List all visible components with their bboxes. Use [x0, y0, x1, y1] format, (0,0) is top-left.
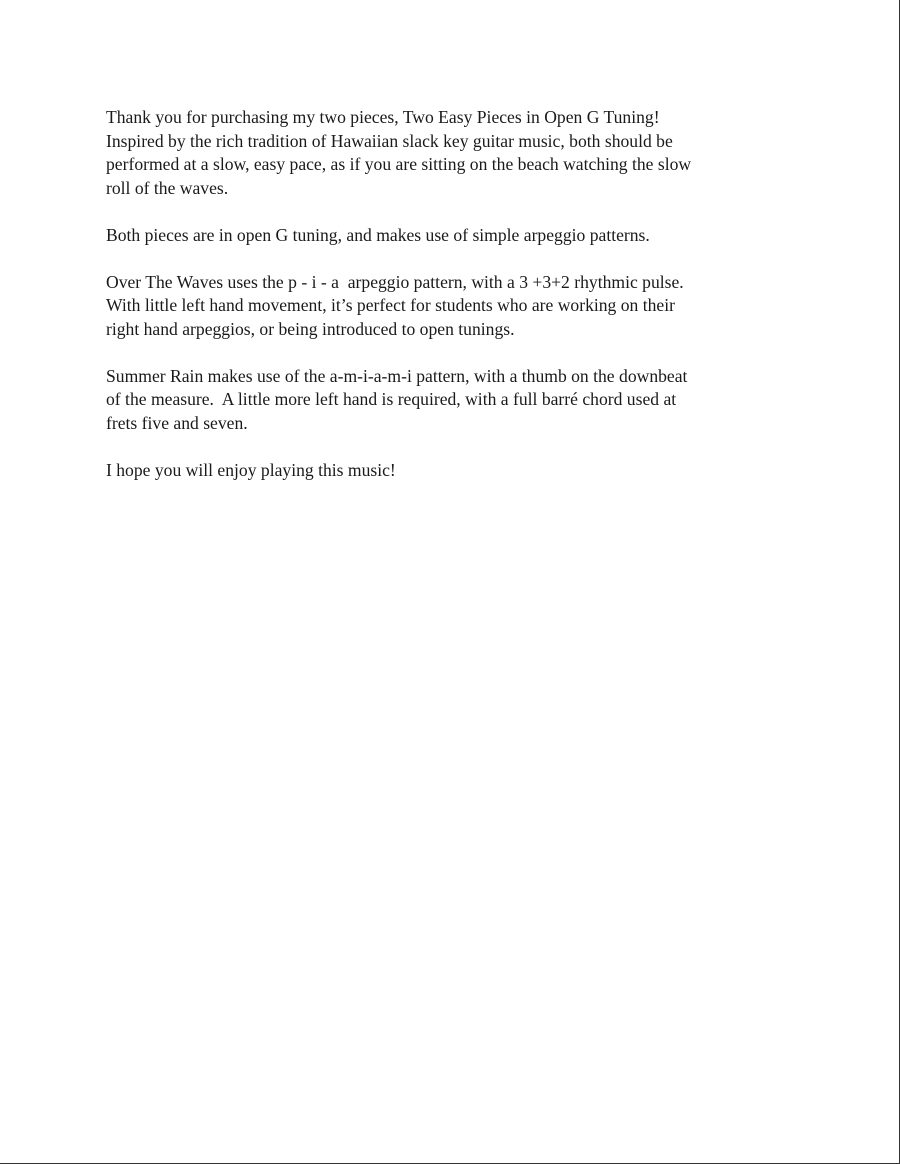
- text-line: I hope you will enjoy playing this music!: [106, 459, 396, 480]
- text-line: performed at a slow, easy pace, as if you are sitting on the beach watching the slow: [106, 154, 692, 174]
- paragraph-intro: [106, 106, 806, 200]
- text-line: Over The Waves uses the p - i - a arpeggio pattern, with a 3 +3+2 rhythmic pulse.: [106, 271, 684, 292]
- paragraph-closing: [106, 459, 806, 483]
- text-line: Inspired by the rich tradition of Hawaiian slack key guitar music, both should be: [106, 130, 673, 151]
- paragraph-over-the-waves: [106, 271, 806, 342]
- text-line: right hand arpeggios, or being introduced to open tunings.: [106, 318, 515, 339]
- document-body: [106, 106, 806, 506]
- text-line: Both pieces are in open G tuning, and makes use of simple arpeggio patterns.: [106, 224, 650, 245]
- text-line: frets five and seven.: [106, 412, 248, 433]
- text-line: Summer Rain makes use of the a-m-i-a-m-i pattern, with a thumb on the downbeat: [106, 365, 688, 386]
- paragraph-summer-rain: [106, 365, 806, 436]
- paragraph-tuning: [106, 224, 806, 248]
- text-line: With little left hand movement, it’s perfect for students who are working on their: [106, 295, 675, 315]
- text-line: roll of the waves.: [106, 177, 229, 198]
- text-line: of the measure. A little more left hand is required, with a full barré chord used at: [106, 389, 677, 409]
- text-line: Thank you for purchasing my two pieces, Two Easy Pieces in Open G Tuning!: [106, 107, 660, 127]
